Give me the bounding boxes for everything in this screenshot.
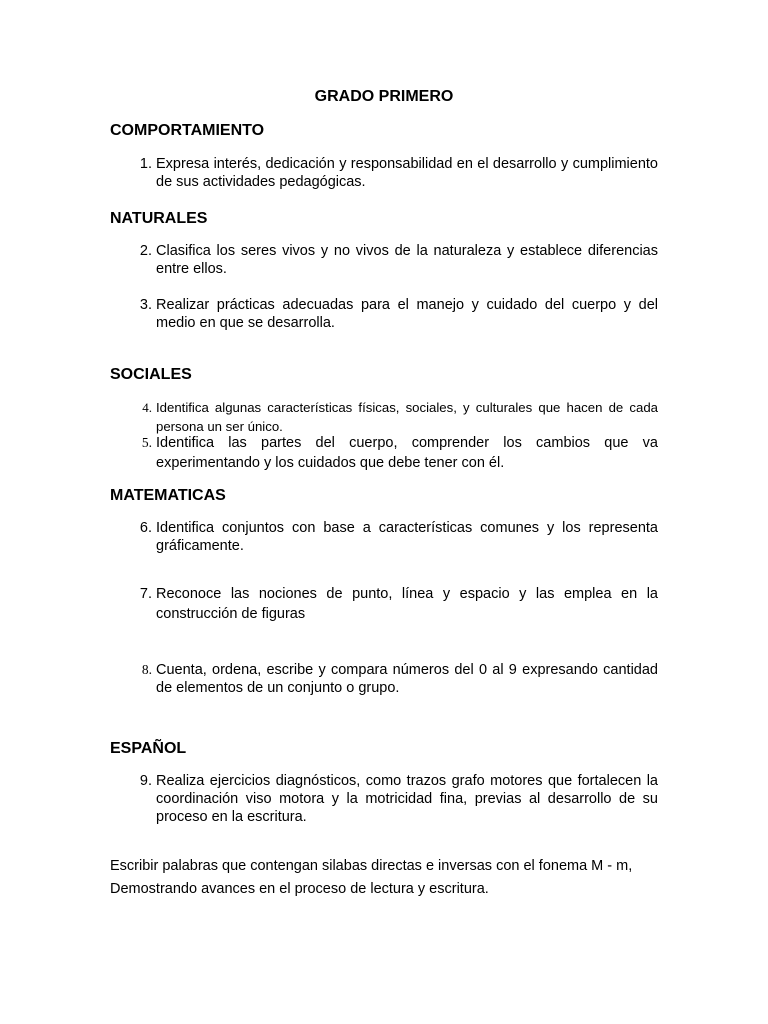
item-text: Identifica conjuntos con base a características comunes y los representa gráficamente. [156,520,658,554]
list-item [110,661,658,697]
item-number: 4. [142,400,152,415]
item-text: Identifica algunas características físicas, sociales, y culturales que hacen de cada persona un ser único. [156,400,658,434]
section-heading-sociales: SOCIALES [110,366,192,383]
item-text: Identifica las partes del cuerpo, comprender los cambios que va experimentando y los cuidados que debe tener con él. [156,435,658,471]
closing-paragraph: Escribir palabras que contengan silabas directas e inversas con el fonema M - m, Demostrando avances en el proceso de lectura y escritura. [110,858,633,897]
item-text: Realizar prácticas adecuadas para el manejo y cuidado del cuerpo y del medio en que se desarrolla. [156,297,658,331]
list-item [110,296,658,332]
section-heading-comportamiento: COMPORTAMIENTO [110,122,265,139]
item-text: Reconoce las nociones de punto, línea y espacio y las emplea en la construcción de figuras [156,586,658,622]
section-heading-espanol: ESPAÑOL [110,740,187,757]
item-number: 6. [139,520,152,536]
item-number: 5. [141,435,152,450]
item-number: 3. [139,297,152,313]
list-item [110,155,658,191]
item-number: 2. [139,243,152,259]
item-text: Expresa interés, dedicación y responsabilidad en el desarrollo y cumplimiento de sus actividades pedagógicas. [156,156,658,190]
item-number: 9. [139,773,152,789]
list-item [110,433,658,473]
item-number: 8. [141,662,152,677]
list-item [110,398,658,436]
item-text: Realiza ejercicios diagnósticos, como trazos grafo motores que fortalecen la coordinación viso motora y la motricidad fina, previas al desarrollo de su proceso en la escritura. [156,773,658,825]
item-number: 1. [139,156,152,172]
item-number: 7. [139,586,152,602]
list-item [110,242,658,278]
document-title: GRADO PRIMERO [314,88,454,105]
section-heading-matematicas: MATEMATICAS [110,487,226,504]
item-text: Cuenta, ordena, escribe y compara números del 0 al 9 expresando cantidad de elementos de un conjunto o grupo. [156,662,658,696]
list-item [110,519,658,555]
section-heading-naturales: NATURALES [110,210,208,227]
item-text: Clasifica los seres vivos y no vivos de la naturaleza y establece diferencias entre ellos. [156,243,658,277]
list-item [110,772,658,826]
list-item [110,584,658,624]
